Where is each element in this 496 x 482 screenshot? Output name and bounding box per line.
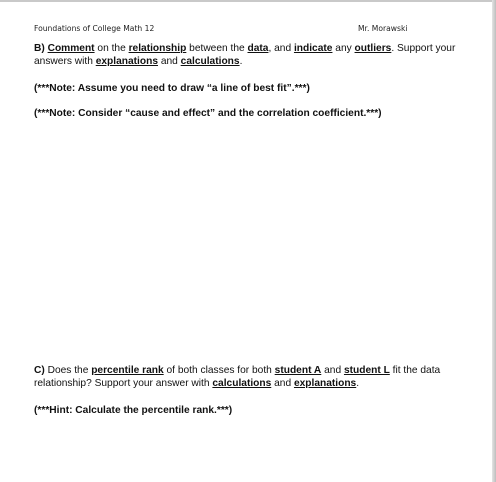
text-run: on the xyxy=(94,43,129,54)
keyword: indicate xyxy=(293,43,333,54)
text-run: any xyxy=(332,43,355,54)
text-run: , and xyxy=(268,43,294,54)
keyword: Comment xyxy=(47,43,95,54)
hint-percentile-rank: (***Hint: Calculate the percentile rank.***) xyxy=(34,405,233,416)
text-run: and xyxy=(158,56,181,67)
keyword: explanations xyxy=(293,378,357,389)
keyword: percentile rank xyxy=(91,365,164,376)
keyword: outliers xyxy=(354,43,392,54)
question-b-label: B) xyxy=(34,43,45,54)
keyword: data xyxy=(247,43,269,54)
text-run: . xyxy=(356,378,360,389)
text-run: fit the data relationship? Support your answer with xyxy=(34,365,441,389)
text-run: and xyxy=(271,378,294,389)
text-run: . xyxy=(239,56,243,67)
keyword: student L xyxy=(343,365,390,376)
text-run: Does the xyxy=(44,365,92,376)
teacher-name: Mr. Morawski xyxy=(358,24,408,33)
course-title: Foundations of College Math 12 xyxy=(34,24,155,33)
page-right-edge xyxy=(492,0,496,482)
text-run: between the xyxy=(186,43,248,54)
keyword: calculations xyxy=(212,378,272,389)
question-c xyxy=(34,364,470,390)
question-b xyxy=(34,42,470,68)
page-top-edge xyxy=(0,0,496,2)
text-run: and xyxy=(321,365,344,376)
question-c-label: C) xyxy=(34,365,45,376)
text-run: . Support your answers with xyxy=(34,43,456,67)
keyword: student A xyxy=(274,365,322,376)
text-run: of both classes for both xyxy=(163,365,275,376)
keyword: relationship xyxy=(128,43,187,54)
keyword: explanations xyxy=(95,56,158,67)
keyword: calculations xyxy=(180,56,240,67)
note-line-of-best-fit: (***Note: Assume you need to draw “a line of best fit”.***) xyxy=(34,83,310,94)
note-cause-and-effect: (***Note: Consider “cause and effect” and the correlation coefficient.***) xyxy=(34,108,382,119)
